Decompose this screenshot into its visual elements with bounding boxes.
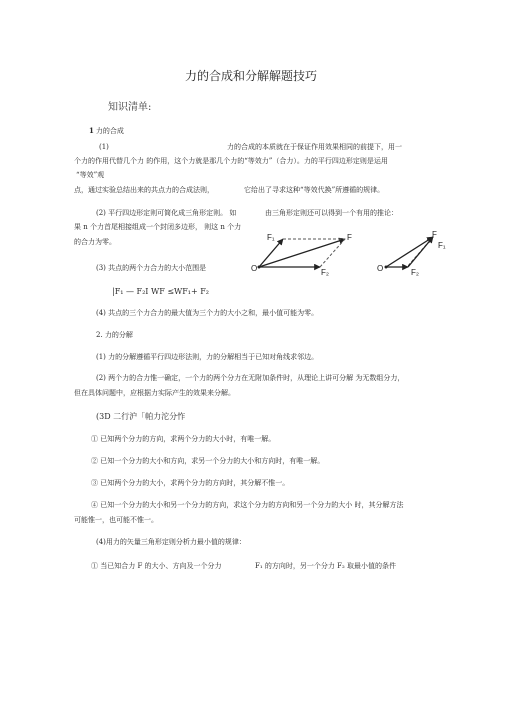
label-o: O — [377, 264, 384, 273]
list-item-continuation: 可能惟一，也可能不惟一。 — [74, 516, 158, 524]
paragraph-text: 由三角形定则还可以得到一个有用的推论： — [265, 209, 398, 217]
label-f1: F₁ — [438, 241, 446, 250]
label-o: O — [251, 264, 258, 273]
list-item: ④ 已知一个分力的大小和另一个分力的方向，求这个分力的方向和另一个分力的大小 时，其分解方法 — [91, 501, 404, 509]
list-item: ② 已知一个分力的大小和方向，求另一个分力的大小和方向时，有唯一解。 — [91, 457, 325, 465]
formula: |F₁ — F₂I WF ≤WF₁+ F₂ — [112, 287, 210, 296]
paragraph-text: “等效”观 — [76, 171, 105, 179]
vector-parallelogram-figure — [253, 229, 363, 279]
paragraph-text: 但在具体问题中，应根据力实际产生的效果来分解。 — [74, 389, 235, 397]
origin-point — [385, 266, 388, 269]
label-f: F — [347, 233, 352, 242]
label-f1: F₁ — [267, 233, 275, 242]
paragraph-label: (1) — [99, 143, 109, 151]
paragraph-text: ① 当已知合力 F 的大小、方向及一个分力 — [91, 562, 222, 570]
paragraph-text: (2) 平行四边形定则可简化成三角形定则。 如 — [96, 209, 237, 217]
list-item: ① 已知两个分力的方向，求两个分力的大小时，有唯一解。 — [91, 435, 276, 443]
list-item: ③ 已知两个分力的大小，求两个分力的方向时，其分解不惟一。 — [91, 479, 290, 487]
paragraph-text: (4) 共点的三个力合力的最大值为三个力的大小之和，最小值可能为零。 — [96, 309, 319, 317]
heading-text: 力的合成 — [95, 127, 124, 135]
force-f-arrow — [259, 239, 345, 267]
paragraph-text: 力的合成的本质就在于保证作用效果相同的前提下，用一 — [227, 143, 402, 151]
label-f2: F₂ — [411, 268, 419, 277]
paragraph-text: 个力的作用代替几个力 的作用，这个力就是那几个力的“等效力”（合力）。力的平行四边形定则是运用 — [74, 157, 388, 165]
vector-triangle-figure — [378, 229, 488, 279]
force-f-arrow — [386, 237, 433, 267]
origin-point — [258, 266, 261, 269]
heading-number: 1 — [89, 126, 94, 135]
paragraph-text: (3D 二行沪「帕力沱分怍 — [96, 412, 186, 421]
section-heading-decomposition: 2. 力的分解 — [96, 331, 133, 339]
vector-edge — [408, 237, 433, 267]
paragraph-text: (1) 力的分解遵循平行四边形法则，力的分解相当于已知对角线求邻边。 — [96, 353, 319, 361]
paragraph-text: 它给出了寻求这种“等效代换”所遵循的规律。 — [244, 186, 385, 194]
paragraph-text: 果 n 个力首尾相接组成一个封闭多边形， 则这 n 个力 — [74, 223, 242, 231]
paragraph-text: (4)用力的矢量三角形定则分析力最小值的规律： — [96, 538, 246, 546]
section-title: 知识清单: — [108, 102, 152, 113]
paragraph-text: (2) 两个力的合力惟一确定，一个力的两个分力在无附加条件时，从理论上讲可分解 为无数组分力， — [96, 374, 405, 382]
section-heading-composition — [89, 126, 124, 136]
page-title: 力的合成和分解解题技巧 — [185, 69, 318, 83]
label-f: F — [432, 230, 437, 239]
paragraph-text: (3) 共点的两个力合力的大小范围是 — [96, 264, 207, 272]
label-f2: F₂ — [321, 268, 329, 277]
paragraph-text: F₁ 的方向时，另一个分力 F₂ 取最小值的条件 — [255, 562, 397, 570]
paragraph-text: 的合力为零。 — [74, 238, 116, 246]
paragraph-text: 点，通过实验总结出来的共点力的合成法则， — [74, 186, 214, 194]
